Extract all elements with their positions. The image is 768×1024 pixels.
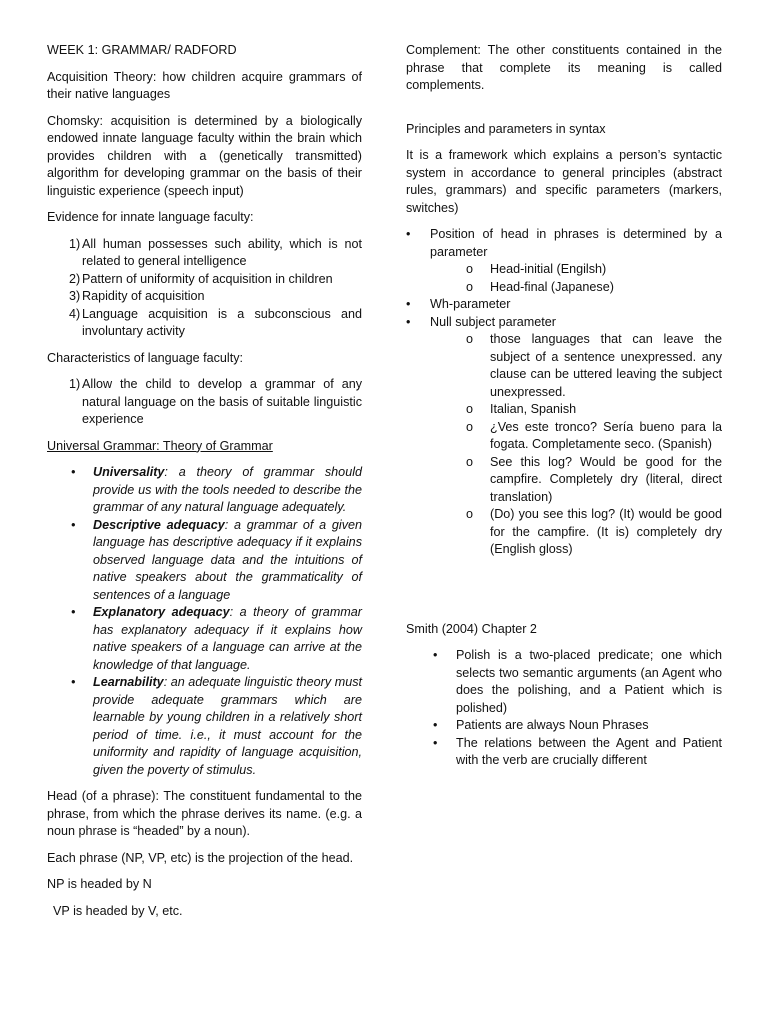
smith-list: [406, 647, 722, 770]
item-text: Null subject parameter: [430, 314, 556, 329]
sub-item-text: See this log? Would be good for the campfire. Completely dry (literal, direct translation): [490, 454, 722, 504]
circle-bullet-icon: o: [466, 419, 474, 434]
list-item: [47, 236, 362, 271]
item-text: The relations between the Agent and Patient with the verb are crucially different: [456, 735, 722, 767]
head-definition: Head (of a phrase): The constituent fundamental to the phrase, from which the phrase derives its name. (e.g. a noun phrase is “headed” by a noun).: [47, 789, 362, 838]
circle-bullet-icon: o: [466, 454, 474, 469]
list-item: [47, 306, 362, 341]
ug-list: [47, 464, 362, 779]
list-item: [47, 604, 362, 674]
item-text: : a theory of grammar should provide us with the tools needed to describe the grammar of any natural language adequately.: [93, 465, 362, 514]
parameters-list: [406, 226, 722, 559]
sub-item: [430, 331, 722, 401]
complement-definition: Complement: The other constituents contained in the phrase that complete its meaning is called complements.: [406, 43, 722, 92]
bullet-icon: •: [433, 735, 438, 750]
item-text: Language acquisition is a subconscious and involuntary activity: [82, 306, 362, 338]
sub-item-text: ¿Ves este tronco? Sería bueno para la fogata. Completamente seco. (Spanish): [490, 419, 722, 451]
item-text: Wh-parameter: [430, 297, 511, 311]
sub-item: [430, 454, 722, 507]
item-text: Polish is a two-placed predicate; one which selects two semantic arguments (an Agent who does the polishing, and a Patient which is polished): [456, 648, 722, 715]
bullet-icon: •: [71, 465, 76, 479]
list-item: [47, 288, 362, 306]
smith-title: Smith (2004) Chapter 2: [406, 621, 537, 636]
item-text: : an adequate linguistic theory must provide adequate grammars which are learnable by young children in a relatively short period of time. i.e., it must account for the uniformity and rapidity of language acquisition, given the poverty of stimulus.: [93, 675, 362, 777]
left-column: [47, 42, 362, 929]
evidence-list: [47, 236, 362, 341]
bullet-icon: •: [406, 314, 411, 329]
item-text: Patients are always Noun Phrases: [456, 718, 649, 732]
sub-item-text: Italian, Spanish: [490, 402, 577, 416]
item-number: 3): [69, 289, 81, 303]
bullet-icon: •: [433, 648, 438, 662]
chomsky-paragraph: Chomsky: acquisition is determined by a biologically endowed innate language faculty within the brain which provides children with a (genetically transmitted) algorithm for developing grammar on the basis of their linguistic experience (speech input): [47, 113, 362, 198]
sub-list: [430, 331, 722, 559]
item-text: : a theory of grammar has explanatory adequacy if it explains how native speakers of a language can arrive at the knowledge of that language.: [93, 605, 362, 672]
sub-item-text: Head-initial (Engilsh): [490, 262, 607, 276]
circle-bullet-icon: o: [466, 262, 474, 276]
bullet-icon: •: [71, 605, 76, 619]
list-item: [406, 314, 722, 559]
projection-note: Each phrase (NP, VP, etc) is the projection of the head.: [47, 850, 354, 865]
list-item: [406, 226, 722, 296]
item-term: Explanatory adequacy: [93, 605, 230, 619]
item-term: Learnability: [93, 675, 164, 689]
bullet-icon: •: [71, 517, 76, 532]
sub-item-text: those languages that can leave the subject of a sentence unexpressed. any clause can be uttered leaving the subject unexpressed.: [490, 332, 722, 399]
pp-definition: It is a framework which explains a person’s syntactic system in accordance to general principles (abstract rules, grammars) and specific parameters (markers, switches): [406, 148, 722, 215]
circle-bullet-icon: o: [466, 279, 474, 294]
item-number: 1): [69, 377, 81, 391]
characteristics-list: [47, 376, 362, 429]
ug-title: Universal Grammar: Theory of Grammar: [47, 438, 273, 453]
np-note: NP is headed by N: [47, 877, 152, 891]
circle-bullet-icon: o: [466, 402, 474, 416]
sub-item-text: (Do) you see this log? (It) would be good for the campfire. (It is) completely dry (English gloss): [490, 507, 722, 556]
item-number: 2): [69, 271, 81, 286]
item-term: Universality: [93, 465, 165, 479]
list-item: [47, 517, 362, 605]
sub-item: [430, 261, 722, 279]
item-text: : a grammar of a given language has descriptive adequacy if it explains observed language data and the intuitions of native speakers about the grammaticality of sentences of a language: [93, 517, 362, 602]
characteristics-title: Characteristics of language faculty:: [47, 350, 244, 365]
item-number: 4): [69, 306, 81, 321]
bullet-icon: •: [406, 297, 411, 311]
sub-list: [430, 261, 722, 296]
sub-item: [430, 419, 722, 454]
bullet-icon: •: [406, 227, 411, 241]
vp-note: VP is headed by V, etc.: [53, 903, 183, 918]
item-text: Position of head in phrases is determined by a parameter: [430, 227, 722, 259]
sub-item: [430, 506, 722, 559]
circle-bullet-icon: o: [466, 507, 474, 521]
list-item: [406, 735, 722, 770]
sub-item: [430, 279, 722, 297]
item-text: Pattern of uniformity of acquisition in children: [82, 271, 333, 286]
item-text: Allow the child to develop a grammar of any natural language on the basis of suitable linguistic experience: [82, 377, 362, 426]
right-column: [406, 42, 722, 779]
item-text: Rapidity of acquisition: [82, 289, 205, 303]
list-item: [47, 464, 362, 517]
doc-heading: WEEK 1: GRAMMAR/ RADFORD: [47, 43, 237, 57]
acquisition-theory: Acquisition Theory: how children acquire grammars of their native languages: [47, 69, 362, 101]
sub-item-text: Head-final (Japanese): [490, 279, 614, 294]
list-item: [47, 271, 362, 289]
list-item: [406, 717, 722, 735]
bullet-icon: •: [71, 675, 76, 689]
item-term: Descriptive adequacy: [93, 517, 225, 532]
list-item: [406, 296, 722, 314]
bullet-icon: •: [433, 718, 438, 732]
list-item: [47, 376, 362, 429]
list-item: [406, 647, 722, 717]
evidence-title: Evidence for innate language faculty:: [47, 210, 254, 224]
list-item: [47, 674, 362, 779]
item-text: All human possesses such ability, which is not related to general intelligence: [82, 236, 362, 268]
item-number: 1): [69, 236, 81, 251]
pp-title: Principles and parameters in syntax: [406, 121, 606, 136]
circle-bullet-icon: o: [466, 332, 474, 346]
sub-item: [430, 401, 722, 419]
